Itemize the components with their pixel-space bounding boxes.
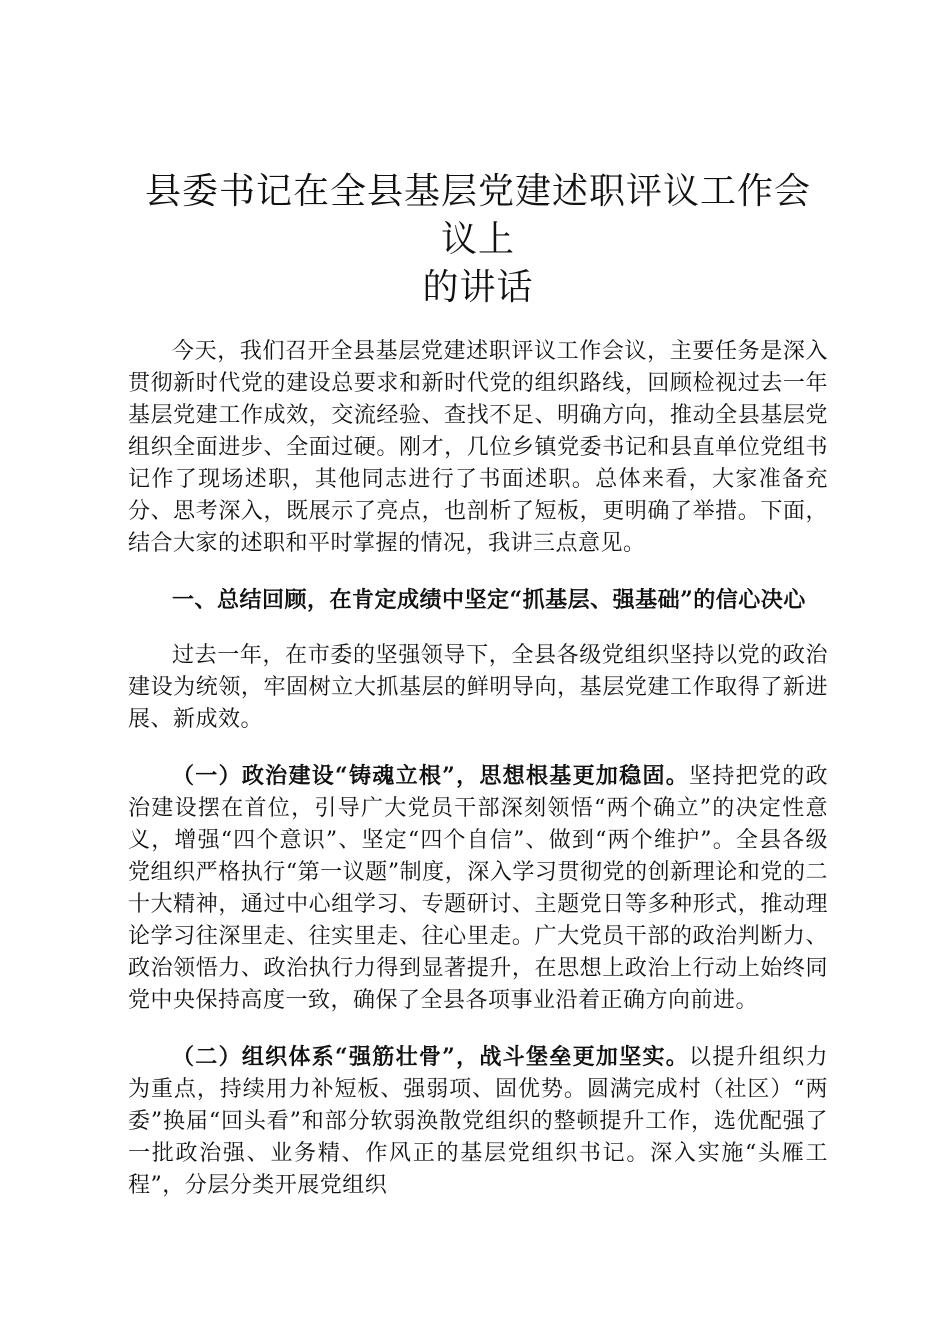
subsection-1-lead: （一）政治建设“铸魂立根”，思想根基更加稳固。 [172,763,690,789]
subsection-1-body: 坚持把党的政治建设摆在首位，引导广大党员干部深刻领悟“两个确立”的决定性意义，增强“四个意识”、坚定“四个自信”、做到“两个维护”。全县各级党组织严格执行“第一议题”制度，深入学习贯彻党的创新理论和党的二十大精神，通过中心组学习、专题研讨、主题党日等多种形式，推动理论学习往深里走、往实里走、往心里走。广大党员干部的政治判断力、政治领悟力、政治执行力得到显著提升，在思想上政治上行动上始终同党中央保持高度一致，确保了全县各项事业沿着正确方向前进。 [128,764,828,1013]
subsection-2-lead: （二）组织体系“强筋壮骨”，战斗堡垒更加坚实。 [172,1044,690,1070]
document-content [128,168,828,1226]
section-1-heading: 一、总结回顾，在肯定成绩中坚定“抓基层、强基础”的信心决心 [172,587,806,613]
subsection-2-body: 以提升组织力为重点，持续用力补短板、强弱项、固优势。圆满完成村（社区）“两委”换届“回头看”和部分软弱涣散党组织的整顿提升工作，选优配强了一批政治强、业务精、作风正的基层党组织书记。深入实施“头雁工程”，分层分类开展党组织 [128,1045,828,1198]
subsection-1-paragraph [128,760,828,1017]
section-1-paragraph: 过去一年，在市委的坚强领导下，全县各级党组织坚持以党的政治建设为统领，牢固树立大抓基层的鲜明导向，基层党建工作取得了新进展、新成效。 [128,643,828,732]
document-title [128,168,828,312]
title-line-2: 的讲话 [422,267,534,308]
intro-paragraph: 今天，我们召开全县基层党建述职评议工作会议，主要任务是深入贯彻新时代党的建设总要求和新时代党的组织路线，回顾检视过去一年基层党建工作成效，交流经验、查找不足、明确方向，推动全县基层党组织全面进步、全面过硬。刚才，几位乡镇党委书记和县直单位党组书记作了现场述职，其他同志进行了书面述职。总体来看，大家准备充分、思考深入，既展示了亮点，也剖析了短板，更明确了举措。下面，结合大家的述职和平时掌握的情况，我讲三点意见。 [128,339,828,556]
title-line-1: 县委书记在全县基层党建述职评议工作会议上 [144,171,811,260]
subsection-2-paragraph [128,1041,828,1202]
